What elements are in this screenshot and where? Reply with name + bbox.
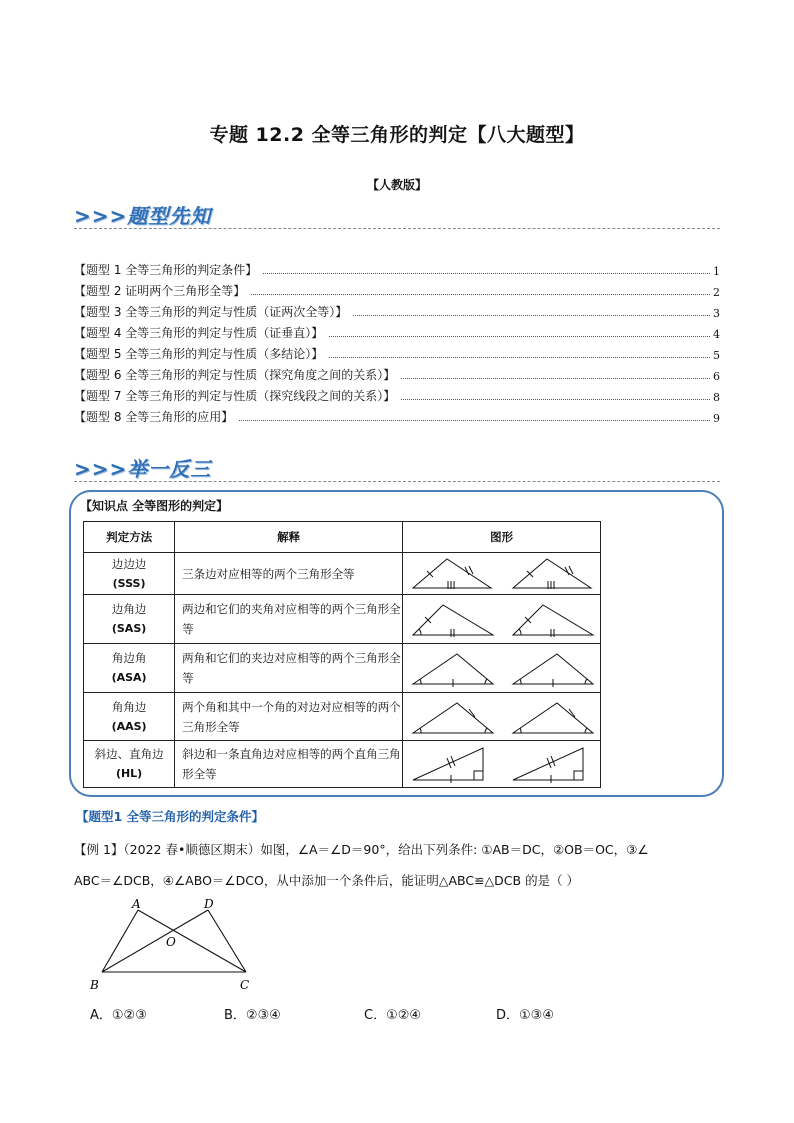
label-B: B xyxy=(90,978,99,992)
figure-cell xyxy=(403,693,601,741)
method-name: 角角边 xyxy=(111,699,147,714)
method-name: 边角边 xyxy=(111,602,147,616)
knowledge-title: 【知识点 全等图形的判定】 xyxy=(80,499,229,513)
table-row xyxy=(84,644,601,693)
table-row xyxy=(84,741,601,788)
explain-cell: 两个角和其中一个角的对边对应相等的两个三角形全等 xyxy=(175,693,403,741)
toc-page: 8 xyxy=(713,391,720,404)
option-text: ①②③ xyxy=(111,1008,147,1023)
example-question xyxy=(74,834,724,896)
toc-item[interactable] xyxy=(74,363,720,383)
toc-item[interactable] xyxy=(74,384,720,404)
toc-page: 9 xyxy=(713,412,720,425)
option-c[interactable] xyxy=(364,1004,421,1023)
page-title: 专题 12.2 全等三角形的判定【八大题型】 xyxy=(209,124,585,146)
toc-item[interactable] xyxy=(74,405,720,425)
explain-cell: 两边和它们的夹角对应相等的两个三角形全等 xyxy=(175,595,403,644)
method-cell xyxy=(84,741,175,788)
table-row xyxy=(84,595,601,644)
hl-triangles-figure xyxy=(407,744,597,784)
section-heading: 【题型1 全等三角形的判定条件】 xyxy=(76,809,265,824)
header-method: 判定方法 xyxy=(84,522,175,553)
table-row xyxy=(84,553,601,595)
toc-item[interactable] xyxy=(74,321,720,341)
option-letter: C． xyxy=(364,1008,387,1023)
method-cell xyxy=(84,644,175,693)
method-abbr: (SSS) xyxy=(112,576,146,590)
method-cell xyxy=(84,595,175,644)
example-line: ABC＝∠DCB，④∠ABO＝∠DCO，从中添加一个条件后，能证明△ABC≌△DCB 的是（ ） xyxy=(74,873,580,888)
method-name: 角边角 xyxy=(111,651,147,665)
method-abbr: (ASA) xyxy=(111,671,147,684)
toc-label: 【题型 6 全等三角形的判定与性质（探究角度之间的关系）】 xyxy=(74,368,396,382)
example-line: 【例 1】（2022 春•顺德区期末）如图，∠A＝∠D＝90°，给出下列条件: ①AB＝DC，②OB＝OC，③∠ xyxy=(74,842,649,857)
option-text: ②③④ xyxy=(245,1008,281,1023)
method-abbr: (AAS) xyxy=(111,719,147,733)
edition-label: 【人教版】 xyxy=(366,178,427,192)
method-abbr: (HL) xyxy=(115,767,143,780)
toc-page: 5 xyxy=(713,349,720,362)
label-A: A xyxy=(132,897,141,911)
label-D: D xyxy=(204,897,214,911)
toc-page: 6 xyxy=(713,370,720,383)
method-cell xyxy=(84,693,175,741)
asa-triangles-figure xyxy=(407,648,597,688)
toc-label: 【题型 4 全等三角形的判定与性质（证垂直）】 xyxy=(74,326,324,340)
banner-divider xyxy=(74,481,720,482)
toc-label: 【题型 5 全等三角形的判定与性质（多结论）】 xyxy=(74,347,324,361)
explain-cell: 三条边对应相等的两个三角形全等 xyxy=(175,553,403,595)
toc-item[interactable] xyxy=(74,300,720,320)
toc-label: 【题型 1 全等三角形的判定条件】 xyxy=(74,263,258,277)
section-banner-examples: >>>举一反三 xyxy=(74,457,212,481)
option-a[interactable] xyxy=(90,1004,147,1023)
toc-label: 【题型 8 全等三角形的应用】 xyxy=(74,410,234,424)
toc-item[interactable] xyxy=(74,258,720,278)
figure-cell xyxy=(403,644,601,693)
toc-label: 【题型 7 全等三角形的判定与性质（探究线段之间的关系）】 xyxy=(74,389,396,403)
header-explain: 解释 xyxy=(175,522,403,553)
geometry-figure xyxy=(84,896,264,996)
toc-item[interactable] xyxy=(74,342,720,362)
label-C: C xyxy=(240,978,250,992)
explain-cell: 两角和它们的夹边对应相等的两个三角形全等 xyxy=(175,644,403,693)
toc-page: 2 xyxy=(713,286,720,299)
sss-triangles-figure xyxy=(407,555,597,593)
toc-label: 【题型 3 全等三角形的判定与性质（证两次全等）】 xyxy=(74,305,348,319)
method-cell xyxy=(84,553,175,595)
figure-cell xyxy=(403,741,601,788)
criteria-table xyxy=(83,521,601,788)
header-figure: 图形 xyxy=(403,522,601,553)
option-letter: A． xyxy=(90,1008,112,1023)
method-name: 斜边、直角边 xyxy=(94,747,164,761)
method-name: 边边边 xyxy=(111,556,147,571)
toc-label: 【题型 2 证明两个三角形全等】 xyxy=(74,284,246,298)
table-header-row xyxy=(84,522,601,553)
toc-item[interactable] xyxy=(74,279,720,299)
option-letter: B． xyxy=(224,1008,246,1023)
option-b[interactable] xyxy=(224,1004,281,1023)
figure-cell xyxy=(403,595,601,644)
toc-page: 4 xyxy=(713,328,720,341)
toc-page: 1 xyxy=(713,265,720,278)
table-row xyxy=(84,693,601,741)
section-banner-preview: >>>题型先知 xyxy=(74,204,212,228)
option-letter: D． xyxy=(496,1008,520,1023)
figure-cell xyxy=(403,553,601,595)
method-abbr: (SAS) xyxy=(111,622,147,635)
option-text: ①②④ xyxy=(386,1008,422,1023)
sas-triangles-figure xyxy=(407,599,597,639)
aas-triangles-figure xyxy=(407,697,597,737)
explain-cell: 斜边和一条直角边对应相等的两个直角三角形全等 xyxy=(175,741,403,788)
label-O: O xyxy=(166,935,176,949)
option-d[interactable] xyxy=(496,1004,554,1023)
toc-page: 3 xyxy=(713,307,720,320)
option-text: ①③④ xyxy=(519,1008,554,1023)
banner-divider xyxy=(74,228,720,229)
